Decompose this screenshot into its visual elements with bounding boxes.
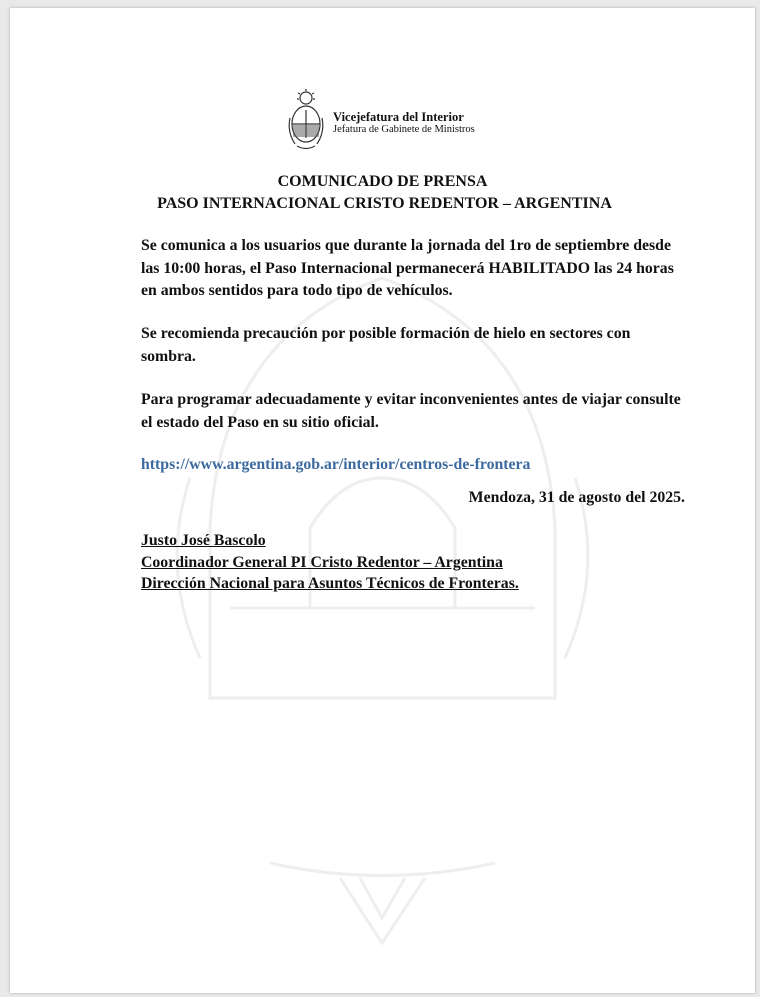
signature-name: Justo José Bascolo <box>141 532 266 549</box>
press-release-title: COMUNICADO DE PRENSA <box>277 173 488 190</box>
paragraph-ice-warning: Se recomienda precaución por posible formación de hielo en sectores con sombra. <box>141 325 631 365</box>
org-subtitle: Jefatura de Gabinete de Ministros <box>333 124 475 135</box>
argentina-seal-icon <box>285 88 327 154</box>
organization-name <box>333 110 475 136</box>
paragraph-official-site: Para programar adecuadamente y evitar inconvenientes antes de viajar consulte el estado del Paso en su sitio oficial. <box>141 391 681 431</box>
press-release-subtitle: PASO INTERNACIONAL CRISTO REDENTOR – ARGENTINA <box>157 195 612 212</box>
document-page <box>10 8 755 993</box>
signature-department: Dirección Nacional para Asuntos Técnicos de Fronteras. <box>141 575 519 592</box>
paragraph-opening: Se comunica a los usuarios que durante la jornada del 1ro de septiembre desde las 10:00 horas, el Paso Internacional permanecerá HABILITADO las 24 horas en ambos sentidos para todo tipo de vehículos. <box>141 237 674 299</box>
org-title: Vicejefatura del Interior <box>333 110 464 124</box>
signature-role: Coordinador General PI Cristo Redentor – Argentina <box>141 554 503 571</box>
letterhead <box>285 88 585 158</box>
official-site-link[interactable]: https://www.argentina.gob.ar/interior/centros-de-frontera <box>141 456 531 473</box>
date-line: Mendoza, 31 de agosto del 2025. <box>468 489 685 506</box>
